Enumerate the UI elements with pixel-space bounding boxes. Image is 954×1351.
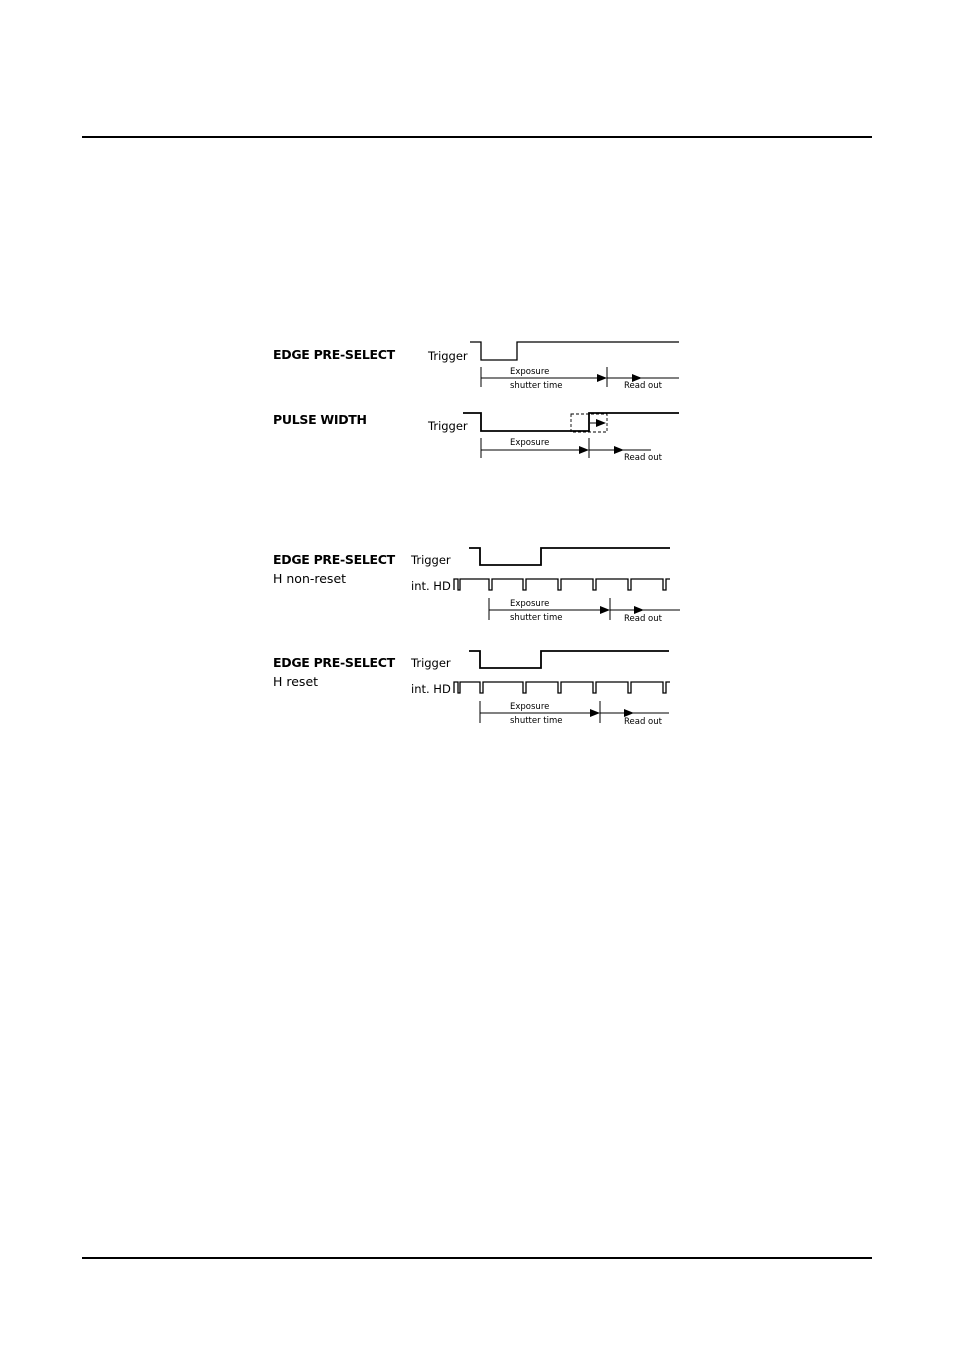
diagram-edge-preselect <box>427 342 679 391</box>
signal-label-hd: int. HD <box>411 579 451 593</box>
shutter-label: shutter time <box>510 381 563 391</box>
signal-label-trigger: Trigger <box>411 553 451 567</box>
mode-label-edge-preselect-h-nonreset: EDGE PRE-SELECT <box>273 552 395 567</box>
signal-label-trigger: Trigger <box>411 656 451 670</box>
hd-waveform <box>454 579 670 590</box>
trigger-waveform <box>470 342 679 360</box>
readout-label: Read out <box>624 614 662 624</box>
readout-label: Read out <box>624 453 662 463</box>
mode-label-edge-preselect-h-reset: EDGE PRE-SELECT <box>273 655 395 670</box>
sub-label-h-nonreset: H non-reset <box>273 571 347 586</box>
trigger-waveform <box>469 548 670 565</box>
mode-label-edge-preselect-1: EDGE PRE-SELECT <box>273 347 395 362</box>
signal-label-trigger: Trigger <box>428 349 468 363</box>
signal-label-trigger: Trigger <box>428 419 468 433</box>
readout-label: Read out <box>624 381 662 391</box>
trigger-waveform <box>469 651 669 668</box>
hd-waveform <box>454 682 670 693</box>
diagram-edge-preselect-h-nonreset <box>410 548 680 624</box>
readout-label: Read out <box>624 717 662 727</box>
exposure-label: Exposure <box>510 367 550 377</box>
signal-label-hd: int. HD <box>411 682 451 696</box>
exposure-label: Exposure <box>510 702 550 712</box>
shutter-label: shutter time <box>510 613 563 623</box>
shutter-label: shutter time <box>510 716 563 726</box>
diagram-edge-preselect-h-reset <box>410 651 670 727</box>
diagram-pulse-width <box>427 413 679 463</box>
mode-label-pulse-width: PULSE WIDTH <box>273 412 367 427</box>
exposure-label: Exposure <box>510 599 550 609</box>
exposure-label: Exposure <box>510 438 550 448</box>
sub-label-h-reset: H reset <box>273 674 319 689</box>
